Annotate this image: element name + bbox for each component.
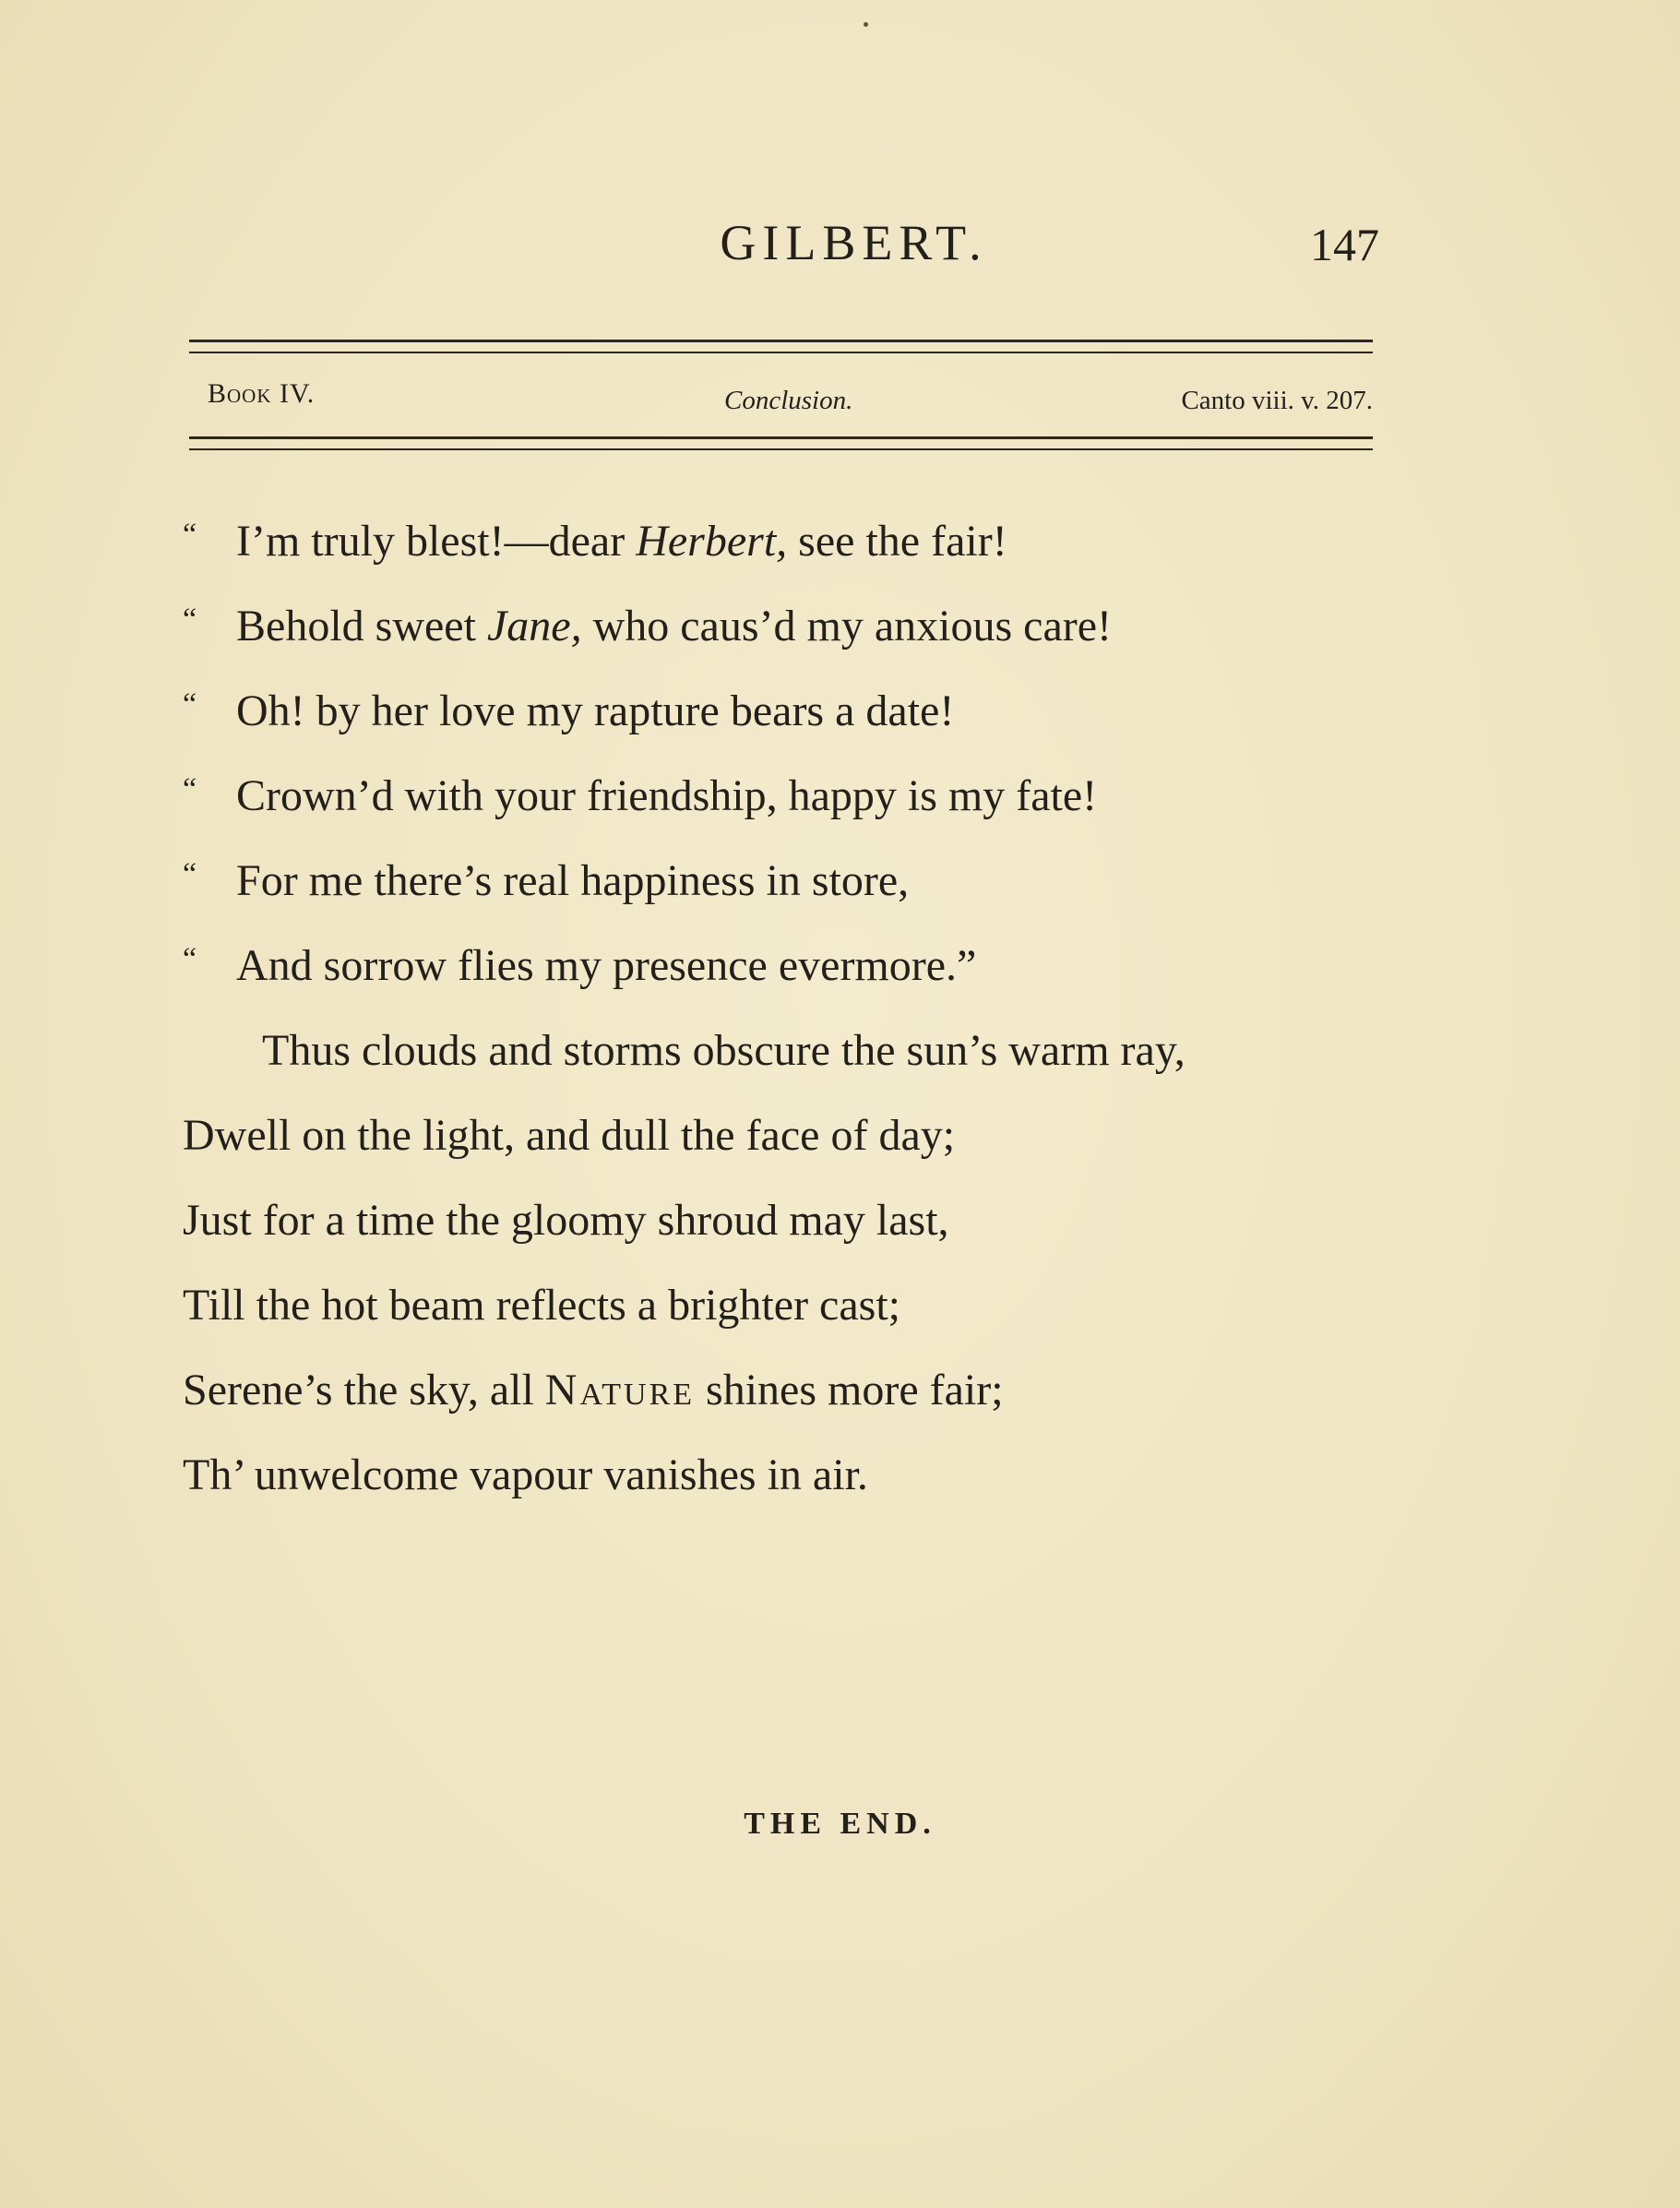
italic-name: Jane, (486, 602, 582, 650)
line-text: Behold sweet (236, 602, 487, 650)
poem-text (183, 509, 1493, 1528)
poem-line (183, 934, 1493, 1019)
poem-line: Till the hot beam reflects a brighter cast; (183, 1281, 901, 1330)
quote-mark: “ (183, 857, 197, 891)
book-label: Book IV. (208, 378, 316, 409)
poem-line: Th’ unwelcome vapour vanishes in air. (183, 1450, 868, 1499)
quote-mark: “ (183, 942, 197, 976)
line-text: Crown’d with your friendship, happy is my fate! (236, 771, 1098, 820)
top-double-rule (189, 340, 1373, 353)
poem-line: Thus clouds and storms obscure the sun’s warm ray, (262, 1026, 1186, 1075)
line-text: see the fair! (787, 517, 1007, 566)
line-text: For me there’s real happiness in store, (236, 856, 910, 905)
poem-line (183, 509, 1493, 594)
line-text: And sorrow flies my presence evermore.” (236, 941, 977, 990)
ink-speck (864, 22, 868, 27)
running-title: GILBERT. (720, 215, 988, 270)
poem-line: Just for a time the gloomy shroud may last, (183, 1196, 949, 1245)
poem-line (183, 679, 1493, 764)
end-mark: THE END. (744, 1807, 936, 1841)
line-text: shines more fair; (695, 1366, 1004, 1414)
poem-line: Dwell on the light, and dull the face of day; (183, 1111, 956, 1160)
poem-line (183, 1358, 1493, 1443)
poem-line (183, 849, 1493, 934)
small-caps-word: Nature (544, 1366, 696, 1414)
line-text: Oh! by her love my rapture bears a date! (236, 686, 955, 735)
quote-mark: “ (183, 687, 197, 722)
quote-mark: “ (183, 603, 197, 637)
canto-label: Canto viii. v. 207. (1181, 386, 1373, 415)
poem-line (183, 764, 1493, 849)
italic-name: Herbert, (636, 517, 788, 566)
line-text: Serene’s the sky, all (183, 1366, 545, 1414)
page-number: 147 (1310, 219, 1379, 270)
quote-mark: “ (183, 518, 197, 552)
section-label: Conclusion. (724, 386, 853, 415)
line-text: who caus’d my anxious care! (581, 602, 1113, 650)
section-subheading (189, 378, 1373, 424)
bottom-double-rule (189, 436, 1373, 450)
quote-mark: “ (183, 772, 197, 806)
poem-line (183, 594, 1493, 679)
line-text: I’m truly blest!—dear (236, 517, 637, 566)
